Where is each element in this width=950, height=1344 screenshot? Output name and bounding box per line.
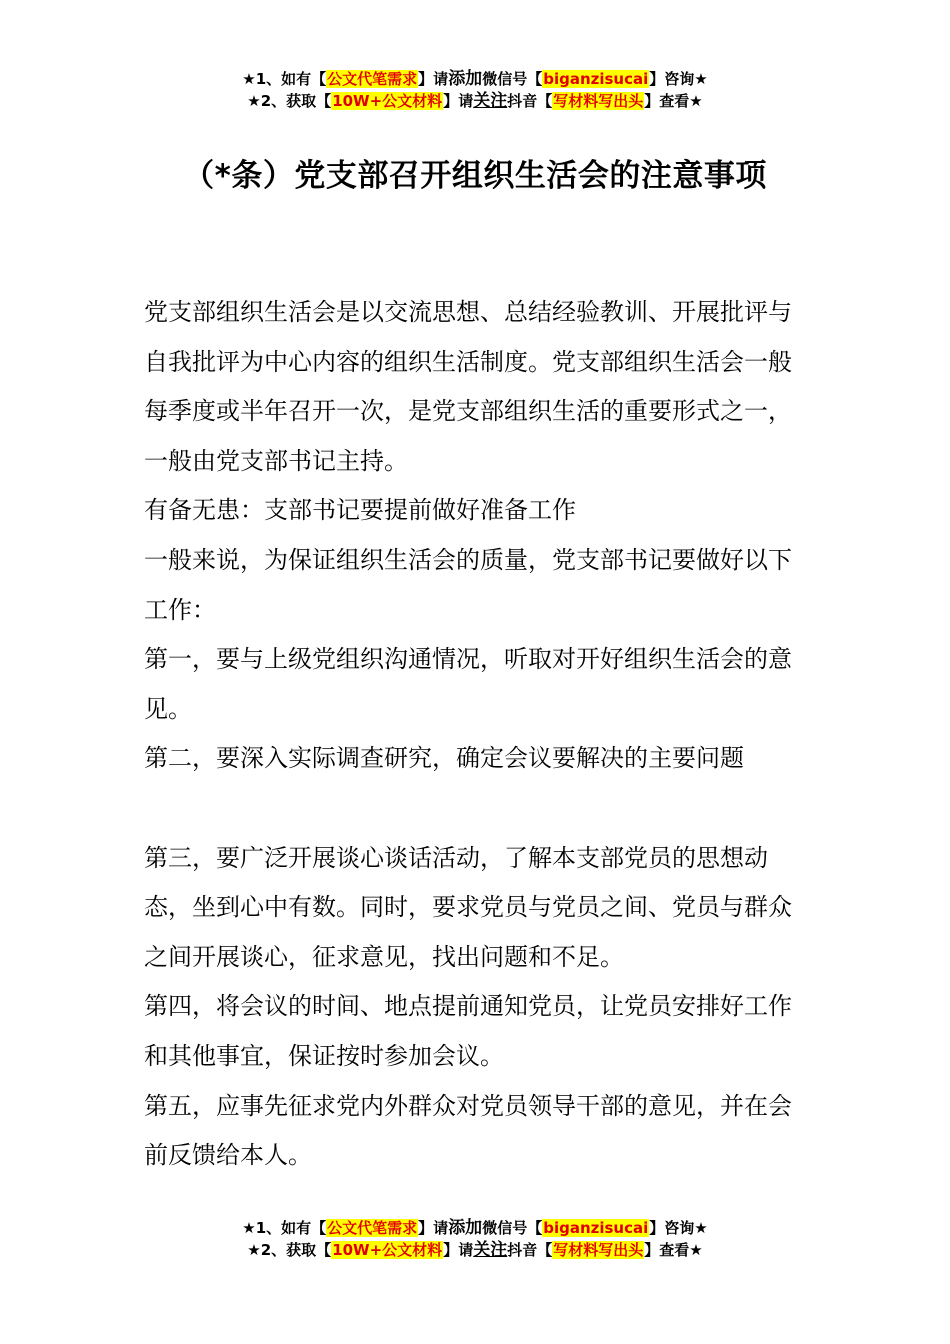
banner-highlight: 10W+公文材料 bbox=[332, 1241, 443, 1259]
banner-emphasis: 添加 bbox=[448, 69, 483, 89]
banner-emphasis: 添加 bbox=[448, 1218, 483, 1238]
banner-highlight: biganzisucai bbox=[543, 1219, 649, 1237]
banner-text: ★1、如有【 bbox=[242, 70, 327, 88]
blank-line bbox=[144, 784, 808, 834]
banner-text: ★1、如有【 bbox=[242, 1219, 327, 1237]
banner-highlight: 写材料写出头 bbox=[553, 92, 644, 110]
banner-highlight: biganzisucai bbox=[543, 70, 649, 88]
banner-text: 】请 bbox=[418, 1219, 449, 1237]
banner-highlight: 公文代笔需求 bbox=[327, 1219, 418, 1237]
banner-text: 】请 bbox=[443, 92, 474, 110]
banner-highlight: 公文代笔需求 bbox=[327, 70, 418, 88]
paragraph: 第一，要与上级党组织沟通情况，听取对开好组织生活会的意见。 bbox=[144, 645, 792, 723]
banner-highlight: 10W+公文材料 bbox=[332, 92, 443, 110]
banner-line-2 bbox=[0, 1239, 950, 1261]
paragraph: 第二，要深入实际调查研究，确定会议要解决的主要问题 bbox=[144, 744, 744, 773]
banner-text: 】请 bbox=[443, 1241, 474, 1259]
banner-line-1 bbox=[0, 68, 950, 90]
document-body bbox=[144, 288, 808, 1181]
banner-text: ★2、获取【 bbox=[247, 92, 332, 110]
paragraph: 第三，要广泛开展谈心谈话活动，了解本支部党员的思想动态，坐到心中有数。同时，要求党员与党员之间、党员与群众之间开展谈心，征求意见，找出问题和不足。 bbox=[144, 843, 792, 971]
paragraph: 一般来说，为保证组织生活会的质量，党支部书记要做好以下工作： bbox=[144, 545, 792, 624]
banner-text: 抖音【 bbox=[507, 92, 553, 110]
paragraph: 党支部组织生活会是以交流思想、总结经验教训、开展批评与自我批评为中心内容的组织生活制度。党支部组织生活会一般每季度或半年召开一次，是党支部组织生活的重要形式之一，一般由党支部书记主持。 bbox=[144, 298, 792, 475]
banner-text: 】查看★ bbox=[644, 92, 703, 110]
banner-text: 微信号【 bbox=[482, 1219, 543, 1237]
banner-text: 】查看★ bbox=[644, 1241, 703, 1259]
banner-text: 】咨询★ bbox=[649, 1219, 708, 1237]
banner-emphasis: 关注 bbox=[473, 1240, 508, 1260]
footer-banner bbox=[0, 1217, 950, 1261]
paragraph: 第五，应事先征求党内外群众对党员领导干部的意见，并在会前反馈给本人。 bbox=[144, 1091, 792, 1170]
banner-text: ★2、获取【 bbox=[247, 1241, 332, 1259]
header-banner bbox=[0, 68, 950, 112]
banner-text: 抖音【 bbox=[507, 1241, 553, 1259]
document-title: （*条）党支部召开组织生活会的注意事项 bbox=[183, 158, 767, 194]
banner-highlight: 写材料写出头 bbox=[553, 1241, 644, 1259]
banner-text: 】咨询★ bbox=[649, 70, 708, 88]
banner-text: 】请 bbox=[418, 70, 449, 88]
banner-text: 微信号【 bbox=[482, 70, 543, 88]
banner-emphasis: 关注 bbox=[473, 91, 508, 111]
banner-line-1 bbox=[0, 1217, 950, 1239]
banner-line-2 bbox=[0, 90, 950, 112]
paragraph: 第四，将会议的时间、地点提前通知党员，让党员安排好工作和其他事宜，保证按时参加会议。 bbox=[144, 992, 792, 1070]
paragraph: 有备无患：支部书记要提前做好准备工作 bbox=[144, 496, 576, 525]
